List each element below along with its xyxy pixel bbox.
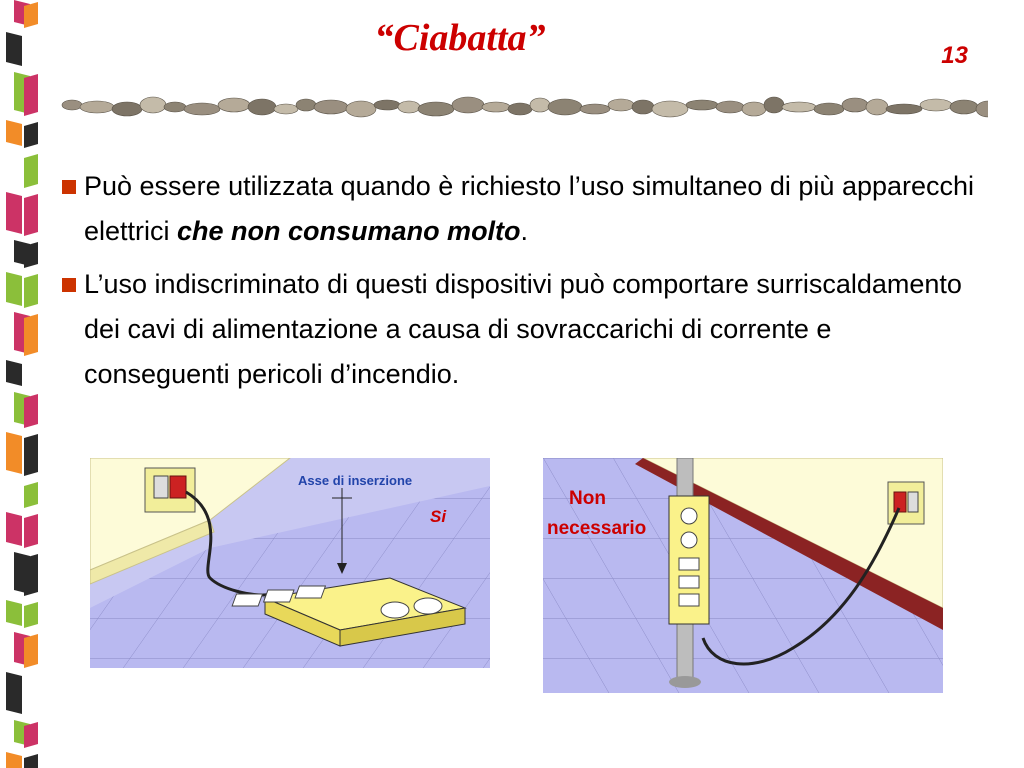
slide-number: 13 <box>941 42 968 69</box>
power-strip-column-icon <box>669 496 709 624</box>
illustration-strip-column <box>543 458 943 693</box>
bullet-text: L’uso indiscriminato di questi dispositivi può comportare surriscaldamento dei cavi di alimentazione a causa di sovraccarichi di corrente e conseguenti pericoli d’incendio. <box>84 269 962 389</box>
bullet-square-icon <box>62 278 76 292</box>
pebble-divider <box>58 94 988 120</box>
bullet-item <box>62 164 982 254</box>
slide-title: “Ciabatta” <box>374 17 546 59</box>
bullet-text-end: . <box>520 216 529 246</box>
label-non: Non <box>569 488 606 509</box>
bullet-emphasis: che non consumano molto <box>177 216 521 246</box>
decorative-border-strip <box>0 0 44 768</box>
bullet-list <box>62 164 982 405</box>
label-axis: Asse di inserzione <box>298 473 413 488</box>
label-ok: Si <box>430 507 447 526</box>
illustration-strip-on-floor <box>90 458 490 668</box>
bullet-item <box>62 262 982 397</box>
bullet-text: Può essere utilizzata quando è richiesto l’uso simultaneo di più apparecchi elettrici <box>84 171 975 246</box>
label-necessario: necessario <box>547 518 647 539</box>
bullet-square-icon <box>62 180 76 194</box>
